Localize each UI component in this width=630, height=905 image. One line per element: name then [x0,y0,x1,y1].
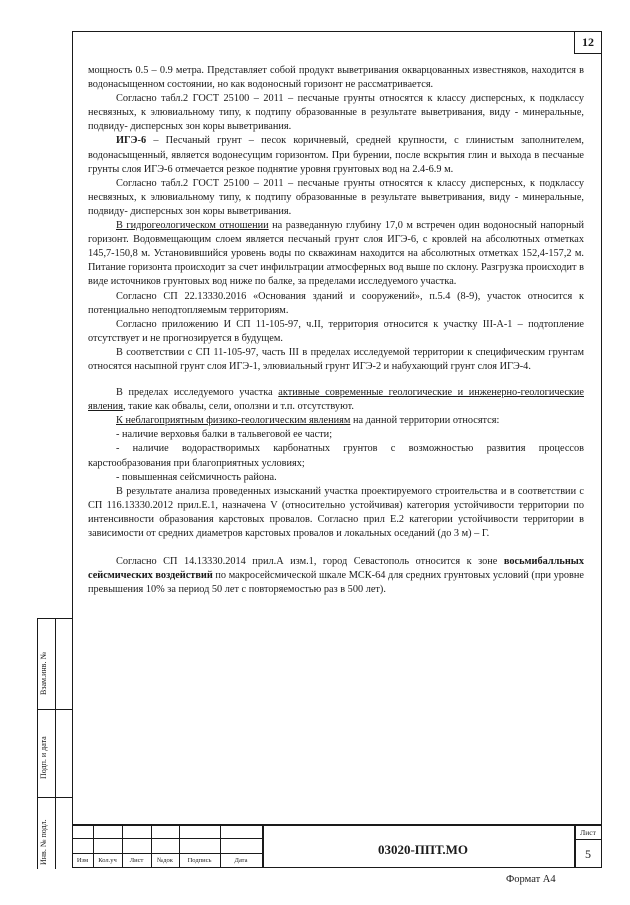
side-border-mid [55,619,56,869]
stamp-col-izm: Изм [76,857,89,864]
seismic-lead: Согласно СП 14.13330.2014 прил.А изм.1, город Севастополь относится к зоне [116,556,504,568]
page-number: 12 [574,31,602,54]
paragraph-karst: В результате анализа проведенных изысканий участка проектируемого строительства и в соответствии с СП 116.13330.2012 прил.Е.1, назначена V (относительно устойчивая) категория устойчивости территории по интенсивности образования карстовых провалов. Согласно прил Е.2 категории устойчивости территории в зависимости от средних диаметров карстовых провалов и локальных оседаний (до 3 м) – Г. [88,485,584,539]
sheet-label: Лист [580,828,596,837]
stamp-col-list: Лист [129,857,144,864]
list-item-2: - наличие водорастворимых карбонатных грунтов с возможностью развития процессов карстообразования при благоприятных условиях; [88,443,584,469]
stamp-col-koluch: Кол.уч [98,857,117,864]
paragraph-6: Согласно СП 22.13330.2016 «Основания зданий и сооружений», п.5.4 (8-9), участок относится к потенциально неподтопляемым территориям. [88,290,584,316]
hydro-text: на разведанную глубину 17,0 м встречен один водоносный напорный горизонт. Водовмещающим слоем является песчаный грунт слоя ИГЭ-6, с кровлей на абсолютных отметках 145,7-150,8 м. Установившийся уровень воды по скважинам находится на абсолютных отметках 152,4-157,2 м. Питание горизонта происходит за счет инфильтрации атмосферных вод выше по склону. Разгрузка происходит в виде источников грунтовых вод ниже по балке, за пределами исследуемого участка. [88,220,585,288]
title-block-row-1 [72,838,262,839]
paragraph-8: В соответствии с СП 11-105-97, часть III в пределах исследуемой территории к специфическим грунтам относятся насыпной грунт слоя ИГЭ-1, элювиальный грунт ИГЭ-2 и набухающий грунт слоя ИГЭ-4. [88,346,584,372]
side-label-inv: Инв. № подл. [39,819,48,865]
document-code: 03020-ППТ.МО [377,842,469,857]
side-label-vzam: Взам.инв. № [39,651,48,695]
stamp-col-data: Дата [234,857,248,864]
list-item-3: - повышенная сейсмичность района. [116,471,277,483]
side-divider-2 [37,797,72,798]
seismic-emphasis: восьмибалльных сейсмических воздействий [88,556,584,582]
active-tail: , такие как обвалы, сели, оползни и т.п. отсутствуют. [122,401,354,413]
paragraph-seismic [88,555,584,597]
paragraph-unfavorable [88,414,584,428]
sheet-cell-divider [574,839,602,840]
unfavorable-heading: К неблагоприятным физико-геологическим явлениям [116,415,351,427]
side-stamp [37,618,72,869]
sheet-number: 5 [585,847,591,861]
active-phenomena: активные современные геологические и инженерно-геологические явления [88,387,584,413]
document-body [88,64,584,597]
paragraph-hydro [88,219,584,289]
side-label-podp: Подп. и дата [39,736,48,779]
ige6-text: – Песчаный грунт – песок коричневый, средней крупности, с глинистым заполнителем, водонасыщенный, является водонесущим горизонтом. При бурении, после вскрытия глин и выхода в песчаные грунты слоя ИГЭ-6 отмечается резкое поднятие уровня грунтовых вод на 2.4-6.9 м. [88,135,584,175]
side-border-left [37,619,38,869]
unfavorable-tail: на данной территории относятся: [350,415,500,427]
hydro-heading: В гидрогеологическом отношении [116,220,269,232]
paragraph-4: Согласно табл.2 ГОСТ 25100 – 2011 – песчаные грунты относятся к классу дисперсных, к подклассу несвязных, к элювиальному типу, к подтипу образованные в результате выветривания, виду - минеральные, подвиду- дисперсных зон коры выветривания. [88,177,584,217]
paragraph-ige6 [88,134,584,176]
paragraph-2: Согласно табл.2 ГОСТ 25100 – 2011 – песчаные грунты относятся к классу дисперсных, к подклассу несвязных, к элювиальному типу, к подтипу образованные в результате выветривания, виду - минеральные, подвиду- дисперсных зон коры выветривания. [88,93,584,133]
paragraph-7: Согласно приложению И СП 11-105-97, ч.II, территория относится к участку III-А-1 – подтопление отсутствует и не прогнозируется в будущем. [88,318,584,344]
stamp-col-ndok: №док [157,857,173,864]
stamp-col-divider-6 [262,824,264,868]
seismic-tail: по макросейсмической шкале МСК-64 для средних грунтовых условий (при уровне превышения 10% за период 50 лет с повторяемостью раз в 500 лет). [88,570,585,596]
list-item-1: - наличие верховья балки в тальвеговой ее части; [116,429,333,441]
ige6-label: ИГЭ-6 [116,135,147,147]
side-divider-1 [37,709,72,710]
active-lead: В пределах исследуемого участка [116,387,279,399]
format-label: Формат А4 [506,874,556,885]
stamp-col-podpis: Подпись [187,857,212,864]
title-block-row-2 [72,853,262,854]
paragraph-1: мощность 0.5 – 0.9 метра. Представляет собой продукт выветривания окварцованных известняков, находится в водонасыщенном состоянии, но как водоносный горизонт не рассматривается. [88,65,584,91]
paragraph-active [88,386,584,414]
